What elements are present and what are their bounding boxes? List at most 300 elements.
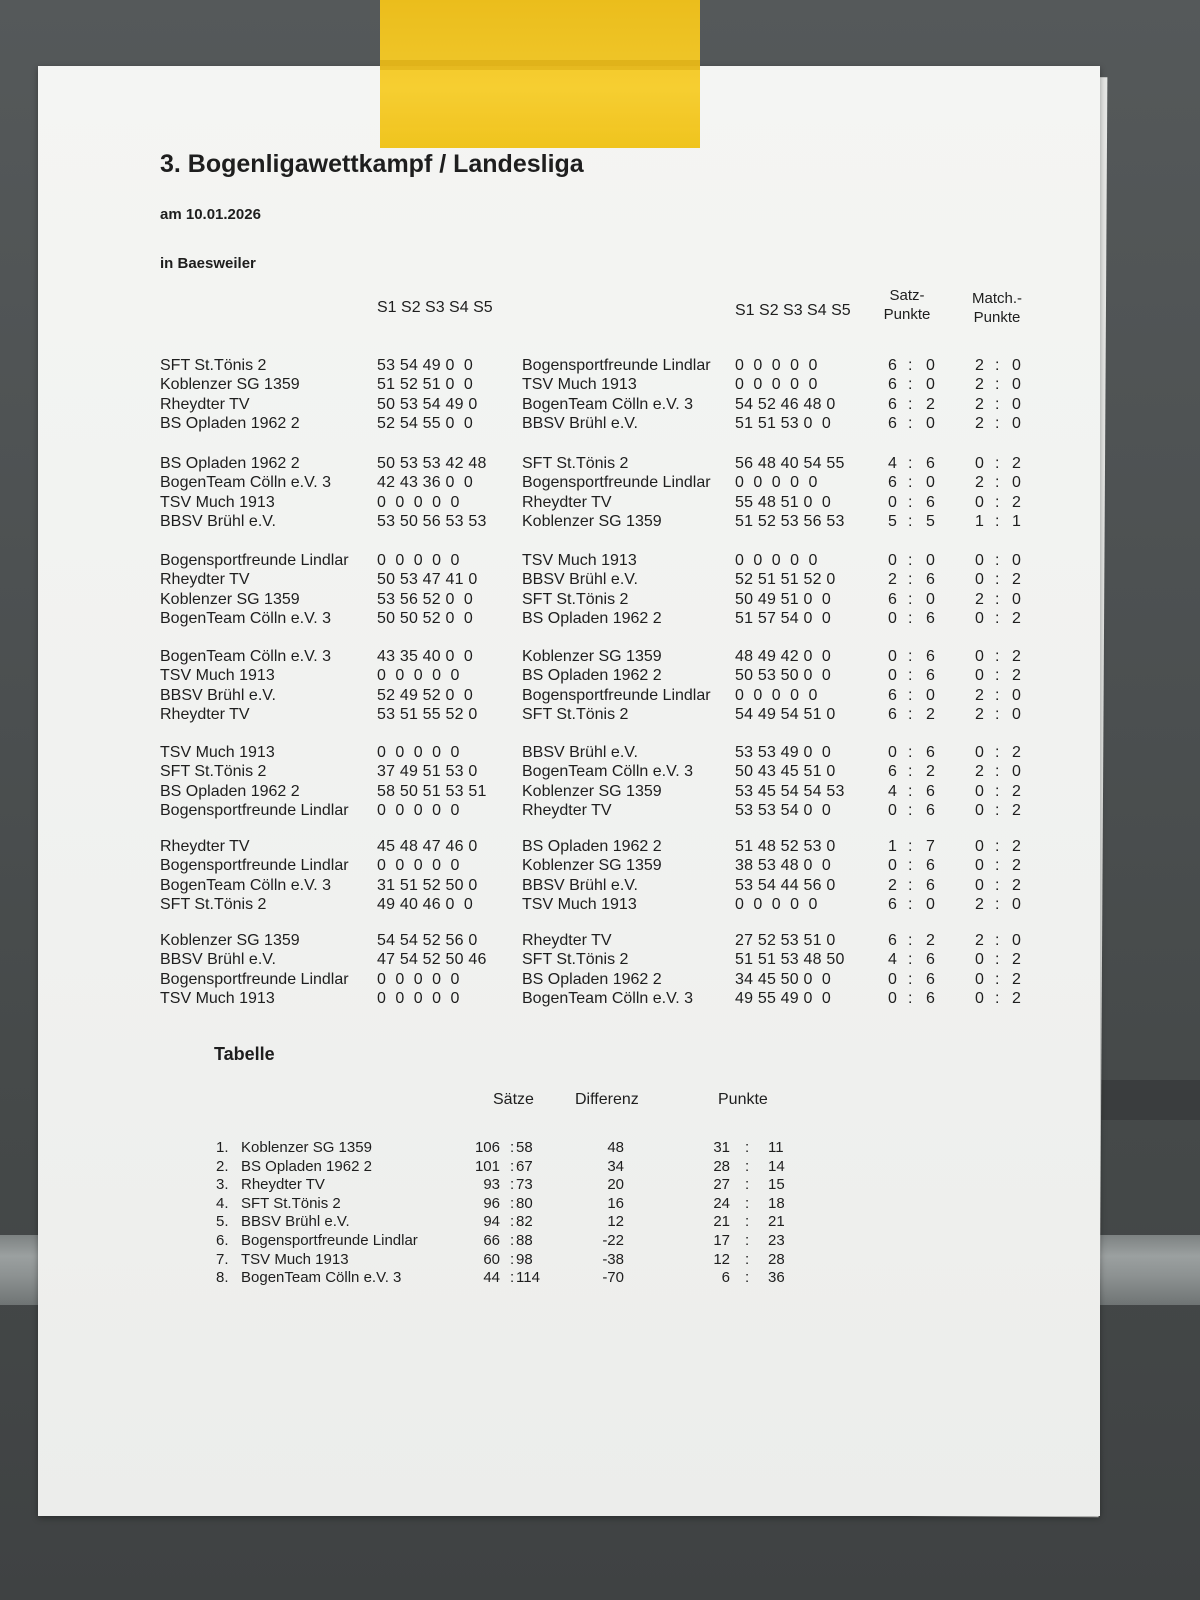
home-team: BogenTeam Cölln e.V. 3 — [160, 609, 332, 627]
score-separator: : — [995, 395, 1000, 413]
away-set-scores: 27 52 53 51 0 — [735, 932, 836, 949]
score-separator: : — [745, 1139, 750, 1156]
match-points-away: 0 — [1012, 357, 1021, 374]
away-set-scores: 0 0 0 0 0 — [735, 376, 818, 394]
score-separator: : — [510, 1269, 515, 1287]
home-set-scores: 47 54 52 50 46 — [377, 951, 487, 969]
score-separator: : — [995, 857, 1000, 875]
satz-points-away: 2 — [926, 932, 935, 949]
match-points-away: 2 — [1012, 609, 1021, 627]
score-separator: : — [908, 474, 913, 492]
match-points-away: 2 — [1012, 857, 1021, 875]
home-team: SFT St.Tönis 2 — [160, 357, 267, 374]
home-team: Bogensportfreunde Lindlar — [160, 970, 349, 988]
score-separator: : — [510, 1176, 515, 1194]
away-team: SFT St.Tönis 2 — [522, 590, 629, 608]
points-won: 24 — [713, 1194, 730, 1212]
home-team: BogenTeam Cölln e.V. 3 — [160, 474, 332, 492]
match-row — [0, 415, 1200, 434]
satz-points-home: 0 — [888, 667, 897, 685]
match-points-home: 0 — [975, 838, 984, 855]
satz-points-away: 6 — [926, 989, 935, 1007]
standings-row — [0, 1176, 1200, 1194]
match-points-away: 2 — [1012, 667, 1021, 685]
standings-row — [0, 1158, 1200, 1176]
score-separator: : — [995, 552, 1000, 569]
score-separator: : — [995, 414, 1000, 432]
away-team: Bogensportfreunde Lindlar — [522, 357, 711, 374]
match-row — [0, 838, 1200, 857]
sets-header-left: S1 S2 S3 S4 S5 — [377, 299, 493, 316]
score-separator: : — [908, 493, 913, 511]
satz-points-away: 6 — [926, 857, 935, 875]
satz-points-away: 2 — [926, 763, 935, 781]
home-team: Koblenzer SG 1359 — [160, 590, 300, 608]
match-points-away: 2 — [1012, 801, 1021, 819]
match-points-home: 1 — [975, 512, 984, 530]
home-team: BBSV Brühl e.V. — [160, 686, 276, 704]
match-points-home: 2 — [975, 474, 984, 492]
standings-row — [0, 1139, 1200, 1157]
satz-points-away: 2 — [926, 395, 935, 413]
satz-points-away: 6 — [926, 970, 935, 988]
points-won: 17 — [713, 1232, 730, 1249]
home-set-scores: 50 53 47 41 0 — [377, 571, 478, 589]
match-points-away: 2 — [1012, 571, 1021, 589]
away-set-scores: 0 0 0 0 0 — [735, 552, 818, 569]
home-team: TSV Much 1913 — [160, 744, 275, 761]
satz-points-away: 2 — [926, 705, 935, 723]
score-separator: : — [995, 376, 1000, 394]
match-points-home: 0 — [975, 801, 984, 819]
score-separator: : — [995, 686, 1000, 704]
home-set-scores: 37 49 51 53 0 — [377, 763, 478, 781]
away-team: SFT St.Tönis 2 — [522, 705, 629, 723]
standings-rank: 4. — [216, 1194, 229, 1212]
score-separator: : — [908, 609, 913, 627]
standings-rank: 2. — [216, 1157, 229, 1175]
set-difference: 20 — [607, 1176, 624, 1194]
away-set-scores: 0 0 0 0 0 — [735, 474, 818, 492]
document-title: 3. Bogenligawettkampf / Landesliga — [160, 150, 584, 178]
score-separator: : — [745, 1250, 750, 1268]
match-points-away: 1 — [1012, 512, 1021, 530]
score-separator: : — [510, 1139, 515, 1156]
sets-lost: 67 — [516, 1157, 533, 1175]
satz-points-away: 6 — [926, 571, 935, 589]
satz-points-away: 6 — [926, 876, 935, 894]
satz-points-home: 0 — [888, 609, 897, 627]
score-separator: : — [995, 763, 1000, 781]
away-team: Rheydter TV — [522, 493, 612, 511]
away-team: BBSV Brühl e.V. — [522, 571, 638, 589]
sets-lost: 114 — [516, 1269, 540, 1287]
home-team: Rheydter TV — [160, 395, 250, 413]
match-row — [0, 591, 1200, 610]
standings-row — [0, 1232, 1200, 1250]
match-row — [0, 513, 1200, 532]
match-points-home: 2 — [975, 686, 984, 704]
satz-points-away: 0 — [926, 552, 935, 569]
home-team: Koblenzer SG 1359 — [160, 932, 300, 949]
satz-points-away: 6 — [926, 951, 935, 969]
home-set-scores: 53 51 55 52 0 — [377, 705, 478, 723]
match-row — [0, 357, 1200, 376]
set-difference: 16 — [607, 1194, 624, 1212]
away-team: Koblenzer SG 1359 — [522, 857, 662, 875]
score-separator: : — [908, 455, 913, 472]
points-won: 12 — [713, 1250, 730, 1268]
home-set-scores: 0 0 0 0 0 — [377, 493, 460, 511]
satz-points-away: 6 — [926, 782, 935, 800]
home-set-scores: 0 0 0 0 0 — [377, 744, 460, 761]
match-points-away: 2 — [1012, 970, 1021, 988]
away-set-scores: 52 51 51 52 0 — [735, 571, 836, 589]
satz-points-home: 6 — [888, 395, 897, 413]
sets-won: 106 — [474, 1139, 500, 1156]
sets-won: 101 — [474, 1157, 500, 1175]
satz-points-away: 6 — [926, 801, 935, 819]
match-points-away: 0 — [1012, 895, 1021, 913]
sets-lost: 58 — [516, 1139, 533, 1156]
home-team: Bogensportfreunde Lindlar — [160, 801, 349, 819]
score-separator: : — [908, 376, 913, 394]
satz-points-away: 0 — [926, 590, 935, 608]
match-points-away: 0 — [1012, 552, 1021, 569]
sets-won: 44 — [483, 1269, 500, 1287]
home-set-scores: 51 52 51 0 0 — [377, 376, 474, 394]
home-set-scores: 0 0 0 0 0 — [377, 989, 460, 1007]
match-points-away: 2 — [1012, 951, 1021, 969]
points-lost: 15 — [768, 1176, 785, 1194]
home-team: Rheydter TV — [160, 705, 250, 723]
home-set-scores: 54 54 52 56 0 — [377, 932, 478, 949]
away-set-scores: 51 48 52 53 0 — [735, 838, 836, 855]
score-separator: : — [908, 970, 913, 988]
points-won: 6 — [721, 1269, 730, 1287]
match-row — [0, 648, 1200, 667]
match-row — [0, 990, 1200, 1009]
away-team: BS Opladen 1962 2 — [522, 609, 662, 627]
match-row — [0, 552, 1200, 571]
match-row — [0, 396, 1200, 415]
points-won: 21 — [713, 1213, 730, 1231]
standings-row — [0, 1269, 1200, 1287]
satz-points-home: 4 — [888, 455, 897, 472]
match-row — [0, 474, 1200, 493]
match-row — [0, 687, 1200, 706]
match-points-home: 2 — [975, 376, 984, 394]
score-separator: : — [908, 838, 913, 855]
sets-lost: 73 — [516, 1176, 533, 1194]
home-set-scores: 49 40 46 0 0 — [377, 895, 474, 913]
match-points-home: 0 — [975, 667, 984, 685]
score-separator: : — [995, 951, 1000, 969]
home-team: BBSV Brühl e.V. — [160, 512, 276, 530]
home-set-scores: 58 50 51 53 51 — [377, 782, 487, 800]
score-separator: : — [908, 895, 913, 913]
away-set-scores: 54 52 46 48 0 — [735, 395, 836, 413]
score-separator: : — [995, 876, 1000, 894]
score-separator: : — [908, 932, 913, 949]
home-set-scores: 43 35 40 0 0 — [377, 648, 474, 665]
score-separator: : — [995, 590, 1000, 608]
standings-row — [0, 1195, 1200, 1213]
match-points-away: 0 — [1012, 763, 1021, 781]
away-team: Koblenzer SG 1359 — [522, 512, 662, 530]
match-points-home: 2 — [975, 895, 984, 913]
score-separator: : — [510, 1250, 515, 1268]
score-separator: : — [745, 1157, 750, 1175]
match-row — [0, 877, 1200, 896]
home-team: BS Opladen 1962 2 — [160, 782, 300, 800]
satz-points-home: 6 — [888, 763, 897, 781]
match-row — [0, 494, 1200, 513]
home-set-scores: 0 0 0 0 0 — [377, 801, 460, 819]
score-separator: : — [908, 571, 913, 589]
standings-row — [0, 1251, 1200, 1269]
points-won: 31 — [713, 1139, 730, 1156]
match-row — [0, 932, 1200, 951]
home-team: Bogensportfreunde Lindlar — [160, 857, 349, 875]
away-team: TSV Much 1913 — [522, 895, 637, 913]
match-points-home: 2 — [975, 395, 984, 413]
home-set-scores: 0 0 0 0 0 — [377, 552, 460, 569]
satz-points-home: 6 — [888, 414, 897, 432]
sets-lost: 88 — [516, 1232, 533, 1249]
match-points-home: 0 — [975, 552, 984, 569]
home-set-scores: 53 56 52 0 0 — [377, 590, 474, 608]
away-team: Koblenzer SG 1359 — [522, 648, 662, 665]
points-won: 28 — [713, 1157, 730, 1175]
away-set-scores: 53 54 44 56 0 — [735, 876, 836, 894]
away-set-scores: 51 51 53 0 0 — [735, 414, 832, 432]
home-team: BogenTeam Cölln e.V. 3 — [160, 876, 332, 894]
match-points-home: 0 — [975, 857, 984, 875]
match-points-away: 2 — [1012, 493, 1021, 511]
away-set-scores: 56 48 40 54 55 — [735, 455, 845, 472]
sets-header-right: S1 S2 S3 S4 S5 — [735, 302, 851, 319]
score-separator: : — [995, 744, 1000, 761]
satz-points-home: 0 — [888, 857, 897, 875]
score-separator: : — [908, 705, 913, 723]
satz-points-away: 0 — [926, 414, 935, 432]
away-set-scores: 50 43 45 51 0 — [735, 763, 836, 781]
satz-points-away: 6 — [926, 648, 935, 665]
score-separator: : — [745, 1213, 750, 1231]
away-set-scores: 54 49 54 51 0 — [735, 705, 836, 723]
home-set-scores: 0 0 0 0 0 — [377, 970, 460, 988]
score-separator: : — [995, 609, 1000, 627]
standings-team: Bogensportfreunde Lindlar — [241, 1232, 418, 1249]
match-row — [0, 971, 1200, 990]
score-separator: : — [995, 667, 1000, 685]
away-team: BogenTeam Cölln e.V. 3 — [522, 395, 694, 413]
away-team: Rheydter TV — [522, 801, 612, 819]
home-set-scores: 52 49 52 0 0 — [377, 686, 474, 704]
satz-points-home: 0 — [888, 744, 897, 761]
score-separator: : — [908, 686, 913, 704]
score-separator: : — [510, 1194, 515, 1212]
away-team: BogenTeam Cölln e.V. 3 — [522, 763, 694, 781]
match-points-away: 0 — [1012, 395, 1021, 413]
standings-rank: 7. — [216, 1250, 229, 1268]
match-row — [0, 763, 1200, 782]
home-team: TSV Much 1913 — [160, 989, 275, 1007]
match-points-home: 0 — [975, 455, 984, 472]
set-difference: 12 — [607, 1213, 624, 1231]
away-set-scores: 51 52 53 56 53 — [735, 512, 845, 530]
standings-team: Koblenzer SG 1359 — [241, 1139, 372, 1156]
home-team: SFT St.Tönis 2 — [160, 895, 267, 913]
away-team: BS Opladen 1962 2 — [522, 667, 662, 685]
standings-rank: 3. — [216, 1176, 229, 1194]
standings-team: BogenTeam Cölln e.V. 3 — [241, 1269, 402, 1287]
set-difference: 48 — [607, 1139, 624, 1156]
match-points-away: 0 — [1012, 686, 1021, 704]
match-points-home: 2 — [975, 932, 984, 949]
standings-rank: 8. — [216, 1269, 229, 1287]
away-team: BBSV Brühl e.V. — [522, 744, 638, 761]
set-difference: -70 — [602, 1269, 624, 1287]
event-location: in Baesweiler — [160, 255, 256, 272]
standings-row — [0, 1213, 1200, 1231]
sets-won: 60 — [483, 1250, 500, 1268]
satz-points-home: 6 — [888, 686, 897, 704]
satz-points-away: 0 — [926, 686, 935, 704]
match-row — [0, 706, 1200, 725]
standings-header-punkte: Punkte — [718, 1091, 768, 1108]
standings-team: SFT St.Tönis 2 — [241, 1194, 341, 1212]
home-set-scores: 53 54 49 0 0 — [377, 357, 474, 374]
score-separator: : — [745, 1176, 750, 1194]
satz-points-away: 5 — [926, 512, 935, 530]
away-team: BogenTeam Cölln e.V. 3 — [522, 989, 694, 1007]
satz-punkte-header: Satz- Punkte — [883, 287, 931, 323]
satz-points-home: 0 — [888, 970, 897, 988]
away-set-scores: 0 0 0 0 0 — [735, 686, 818, 704]
away-set-scores: 53 53 54 0 0 — [735, 801, 832, 819]
score-separator: : — [510, 1157, 515, 1175]
score-separator: : — [510, 1213, 515, 1231]
match-points-home: 2 — [975, 763, 984, 781]
away-team: Koblenzer SG 1359 — [522, 782, 662, 800]
standings-team: BS Opladen 1962 2 — [241, 1157, 372, 1175]
match-points-home: 0 — [975, 951, 984, 969]
match-points-home: 0 — [975, 571, 984, 589]
away-team: TSV Much 1913 — [522, 376, 637, 394]
score-separator: : — [908, 552, 913, 569]
match-row — [0, 455, 1200, 474]
away-team: Bogensportfreunde Lindlar — [522, 474, 711, 492]
satz-points-away: 0 — [926, 895, 935, 913]
match-points-home: 2 — [975, 357, 984, 374]
score-separator: : — [995, 782, 1000, 800]
score-separator: : — [908, 857, 913, 875]
home-set-scores: 52 54 55 0 0 — [377, 414, 474, 432]
satz-points-home: 0 — [888, 648, 897, 665]
score-separator: : — [995, 932, 1000, 949]
away-team: SFT St.Tönis 2 — [522, 455, 629, 472]
home-team: Rheydter TV — [160, 838, 250, 855]
home-set-scores: 42 43 36 0 0 — [377, 474, 474, 492]
score-separator: : — [995, 357, 1000, 374]
away-team: BBSV Brühl e.V. — [522, 876, 638, 894]
satz-points-home: 0 — [888, 552, 897, 569]
home-set-scores: 45 48 47 46 0 — [377, 838, 478, 855]
home-team: BogenTeam Cölln e.V. 3 — [160, 648, 332, 665]
points-lost: 23 — [768, 1232, 785, 1249]
away-set-scores: 51 51 53 48 50 — [735, 951, 845, 969]
match-points-home: 2 — [975, 705, 984, 723]
away-set-scores: 50 53 50 0 0 — [735, 667, 832, 685]
away-set-scores: 38 53 48 0 0 — [735, 857, 832, 875]
match-points-away: 0 — [1012, 474, 1021, 492]
match-row — [0, 802, 1200, 821]
home-team: Rheydter TV — [160, 571, 250, 589]
sets-lost: 82 — [516, 1213, 533, 1231]
match-points-away: 2 — [1012, 782, 1021, 800]
away-team: TSV Much 1913 — [522, 552, 637, 569]
score-separator: : — [908, 989, 913, 1007]
score-separator: : — [908, 512, 913, 530]
match-points-away: 2 — [1012, 989, 1021, 1007]
home-set-scores: 50 53 54 49 0 — [377, 395, 478, 413]
satz-points-home: 1 — [888, 838, 897, 855]
away-set-scores: 0 0 0 0 0 — [735, 357, 818, 374]
away-set-scores: 53 45 54 54 53 — [735, 782, 845, 800]
set-difference: -38 — [602, 1250, 624, 1268]
score-separator: : — [510, 1232, 515, 1249]
satz-points-home: 6 — [888, 705, 897, 723]
home-team: TSV Much 1913 — [160, 493, 275, 511]
points-lost: 11 — [768, 1139, 784, 1156]
score-separator: : — [908, 951, 913, 969]
sets-lost: 80 — [516, 1194, 533, 1212]
home-team: SFT St.Tönis 2 — [160, 763, 267, 781]
home-team: BS Opladen 1962 2 — [160, 455, 300, 472]
match-points-home: 0 — [975, 493, 984, 511]
points-won: 27 — [713, 1176, 730, 1194]
satz-points-away: 7 — [926, 838, 935, 855]
match-row — [0, 951, 1200, 970]
match-points-home: 0 — [975, 609, 984, 627]
score-separator: : — [995, 801, 1000, 819]
match-row — [0, 610, 1200, 629]
home-set-scores: 53 50 56 53 53 — [377, 512, 487, 530]
points-lost: 21 — [768, 1213, 785, 1231]
score-separator: : — [995, 705, 1000, 723]
satz-points-away: 6 — [926, 609, 935, 627]
home-team: Koblenzer SG 1359 — [160, 376, 300, 394]
score-separator: : — [995, 989, 1000, 1007]
match-row — [0, 783, 1200, 802]
score-separator: : — [908, 763, 913, 781]
satz-points-away: 0 — [926, 474, 935, 492]
match-row — [0, 376, 1200, 395]
match-punkte-header: Match.- Punkte — [971, 290, 1022, 326]
standings-rank: 6. — [216, 1232, 229, 1249]
match-points-home: 0 — [975, 782, 984, 800]
standings-team: BBSV Brühl e.V. — [241, 1213, 350, 1231]
standings-header-saetze: Sätze — [493, 1091, 534, 1108]
away-set-scores: 34 45 50 0 0 — [735, 970, 832, 988]
satz-points-home: 0 — [888, 801, 897, 819]
match-points-home: 2 — [975, 590, 984, 608]
satz-points-home: 4 — [888, 951, 897, 969]
sets-won: 66 — [483, 1232, 500, 1249]
score-separator: : — [995, 493, 1000, 511]
